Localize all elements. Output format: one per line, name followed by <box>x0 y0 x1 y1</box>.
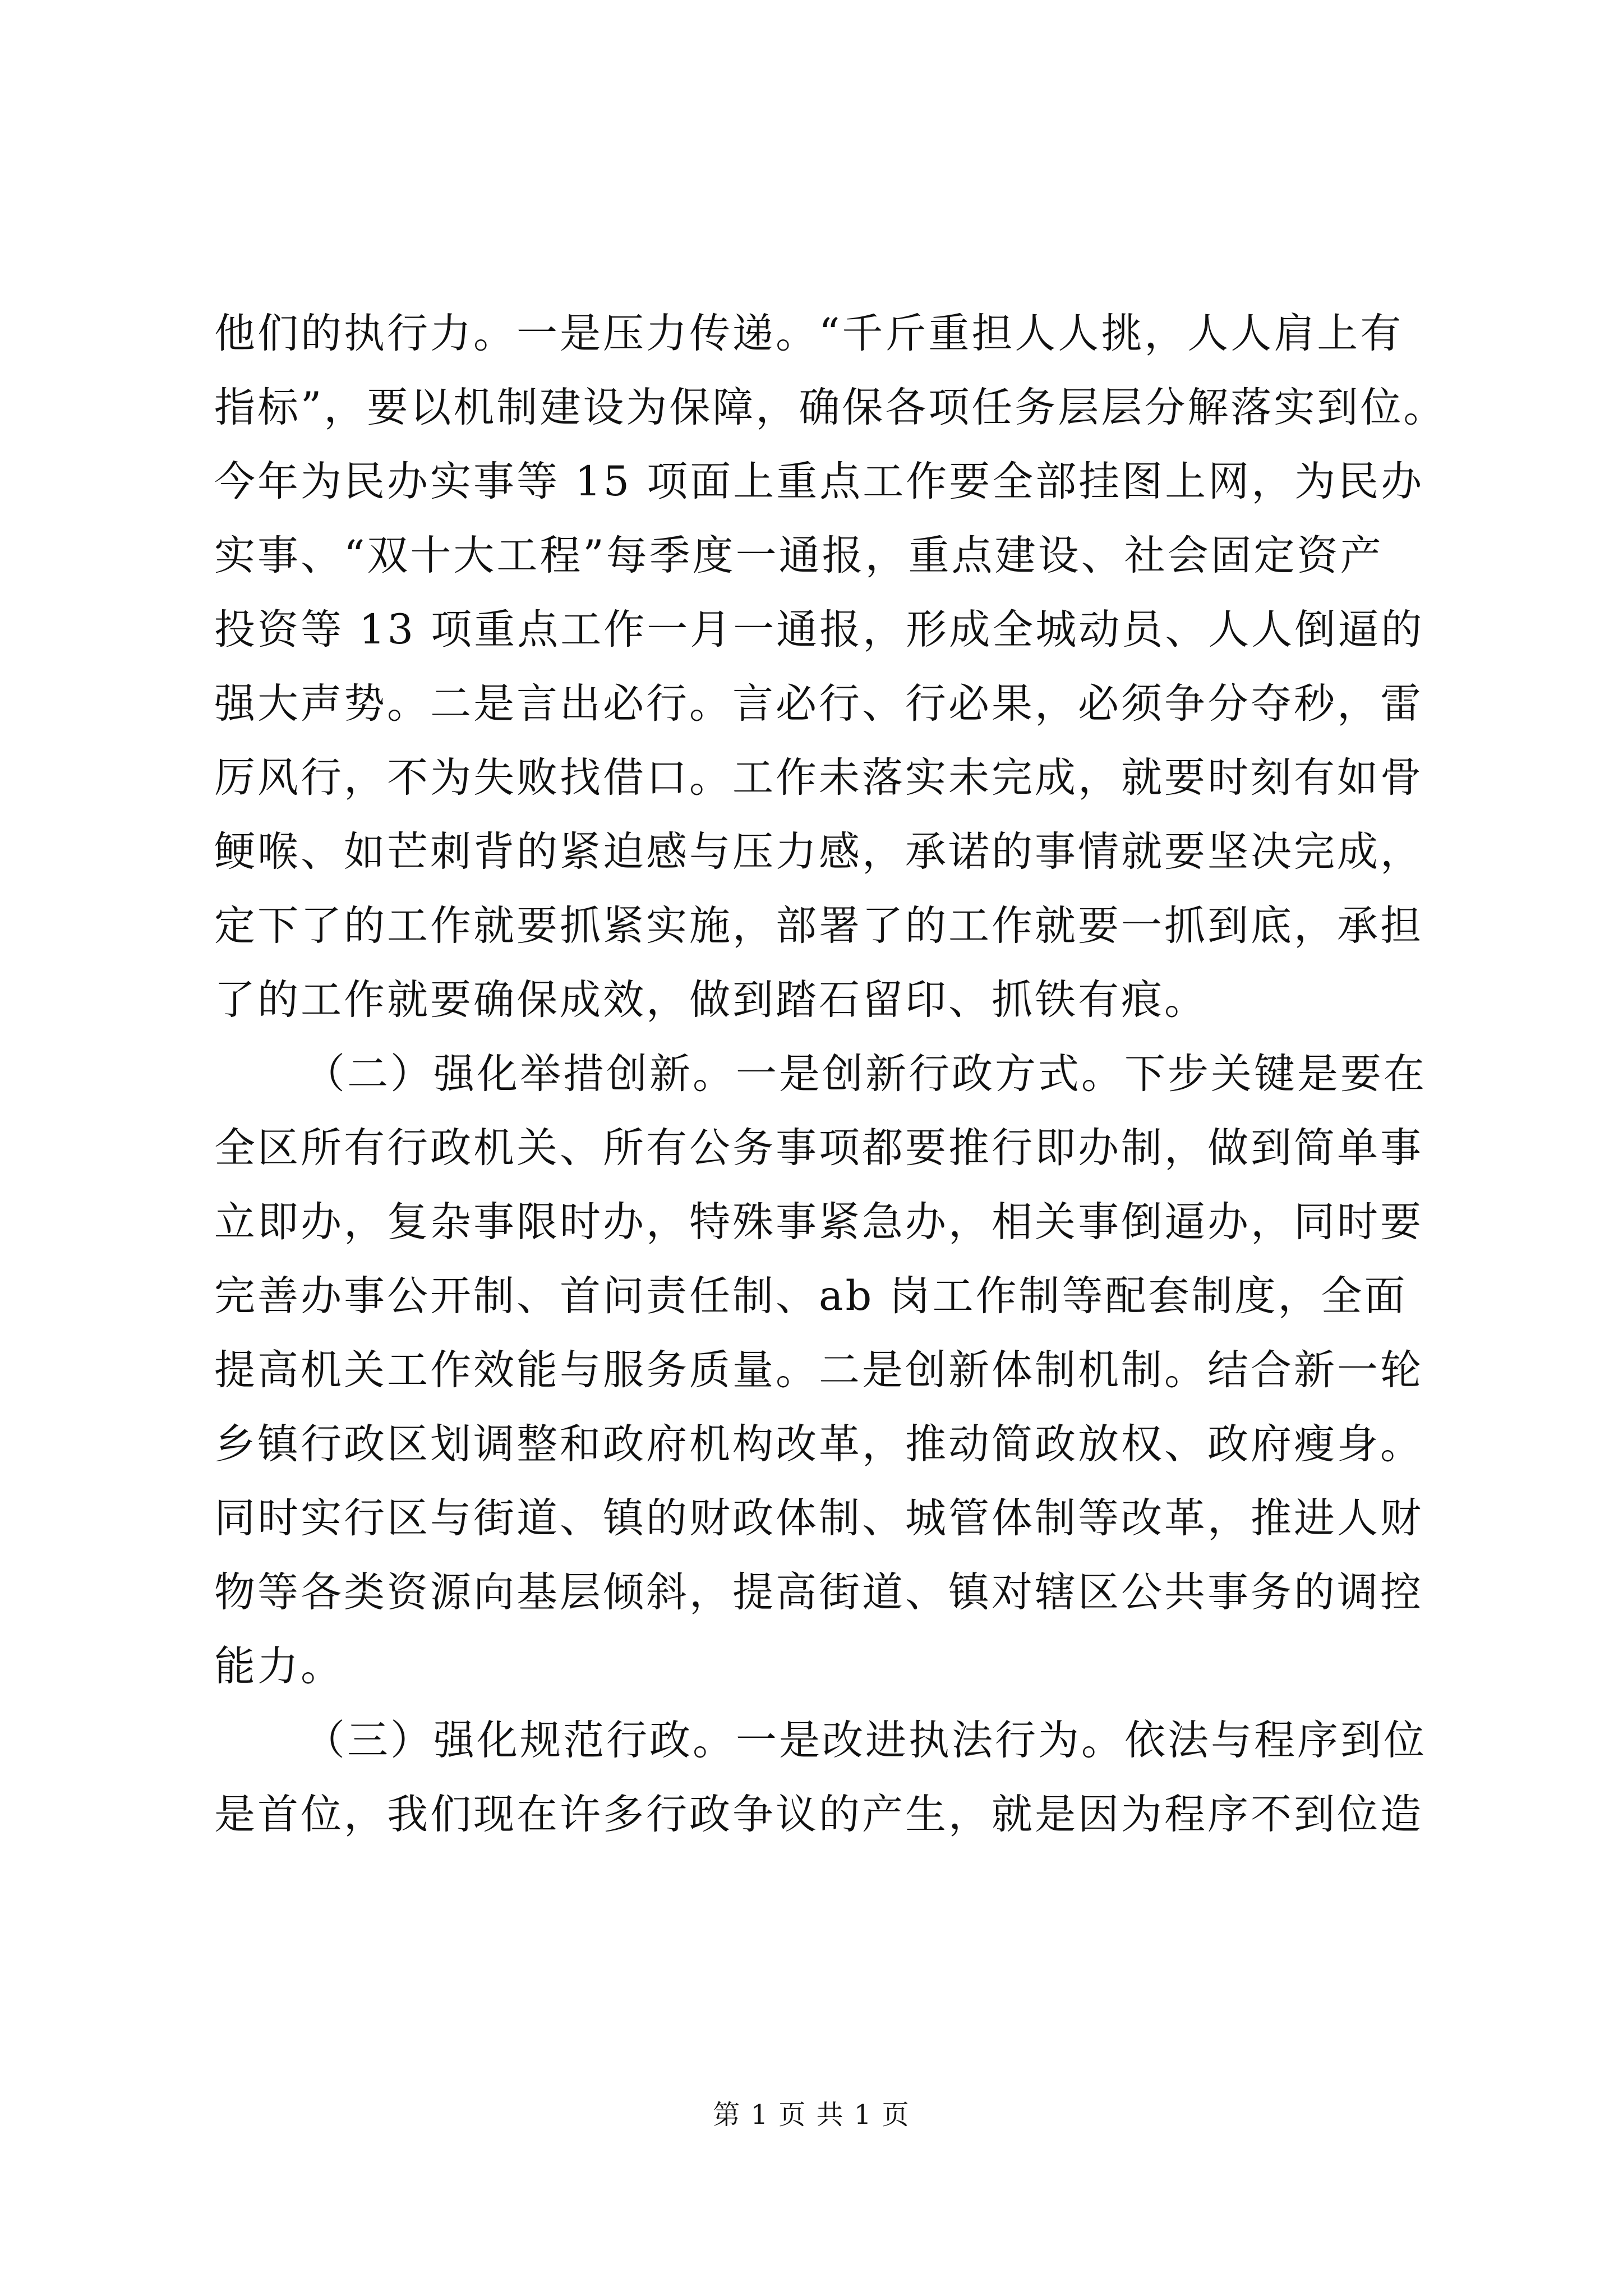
paragraph-heading-line: （二）强化举措创新。一是创新行政方式。下步关键是要在 <box>304 1050 1427 1098</box>
page-footer: 第 1 页 共 1 页 <box>713 2099 910 2131</box>
body-line: 立即办，复杂事限时办，特殊事紧急办，相关事倒逼办，同时要 <box>214 1198 1423 1246</box>
body-line: 他们的执行力。一是压力传递。“千斤重担人人挑，人人肩上有 <box>214 310 1404 357</box>
body-line: 鲠喉、如芒刺背的紧迫感与压力感，承诺的事情就要坚决完成， <box>214 828 1423 876</box>
body-line: 指标”，要以机制建设为保障，确保各项任务层层分解落实到位。 <box>214 384 1447 431</box>
paragraph-heading-line: （三）强化规范行政。一是改进执法行为。依法与程序到位 <box>304 1717 1427 1764</box>
body-line: 厉风行，不为失败找借口。工作未落实未完成，就要时刻有如骨 <box>214 754 1423 802</box>
body-line: 实事、“双十大工程”每季度一通报，重点建设、社会固定资产 <box>214 532 1384 579</box>
body-line: 是首位，我们现在许多行政争议的产生，就是因为程序不到位造 <box>214 1791 1423 1838</box>
body-line: 投资等 13 项重点工作一月一通报，形成全城动员、人人倒逼的 <box>214 606 1424 654</box>
body-line: 提高机关工作效能与服务质量。二是创新体制机制。结合新一轮 <box>214 1346 1423 1394</box>
body-line: 完善办事公开制、首问责任制、ab 岗工作制等配套制度，全面 <box>214 1272 1408 1320</box>
body-line: 定下了的工作就要抓紧实施，部署了的工作就要一抓到底，承担 <box>214 902 1423 950</box>
body-line: 全区所有行政机关、所有公务事项都要推行即办制，做到简单事 <box>214 1124 1423 1172</box>
body-line: 同时实行区与街道、镇的财政体制、城管体制等改革，推进人财 <box>214 1494 1423 1542</box>
body-line: 强大声势。二是言出必行。言必行、行必果，必须争分夺秒，雷 <box>214 680 1423 728</box>
body-line: 物等各类资源向基层倾斜，提高街道、镇对辖区公共事务的调控 <box>214 1568 1423 1616</box>
body-line: 了的工作就要确保成效，做到踏石留印、抓铁有痕。 <box>214 976 1207 1024</box>
body-line: 今年为民办实事等 15 项面上重点工作要全部挂图上网，为民办 <box>214 458 1424 505</box>
body-line: 能力。 <box>214 1642 344 1690</box>
body-line: 乡镇行政区划调整和政府机构改革，推动简政放权、政府瘦身。 <box>214 1420 1423 1468</box>
